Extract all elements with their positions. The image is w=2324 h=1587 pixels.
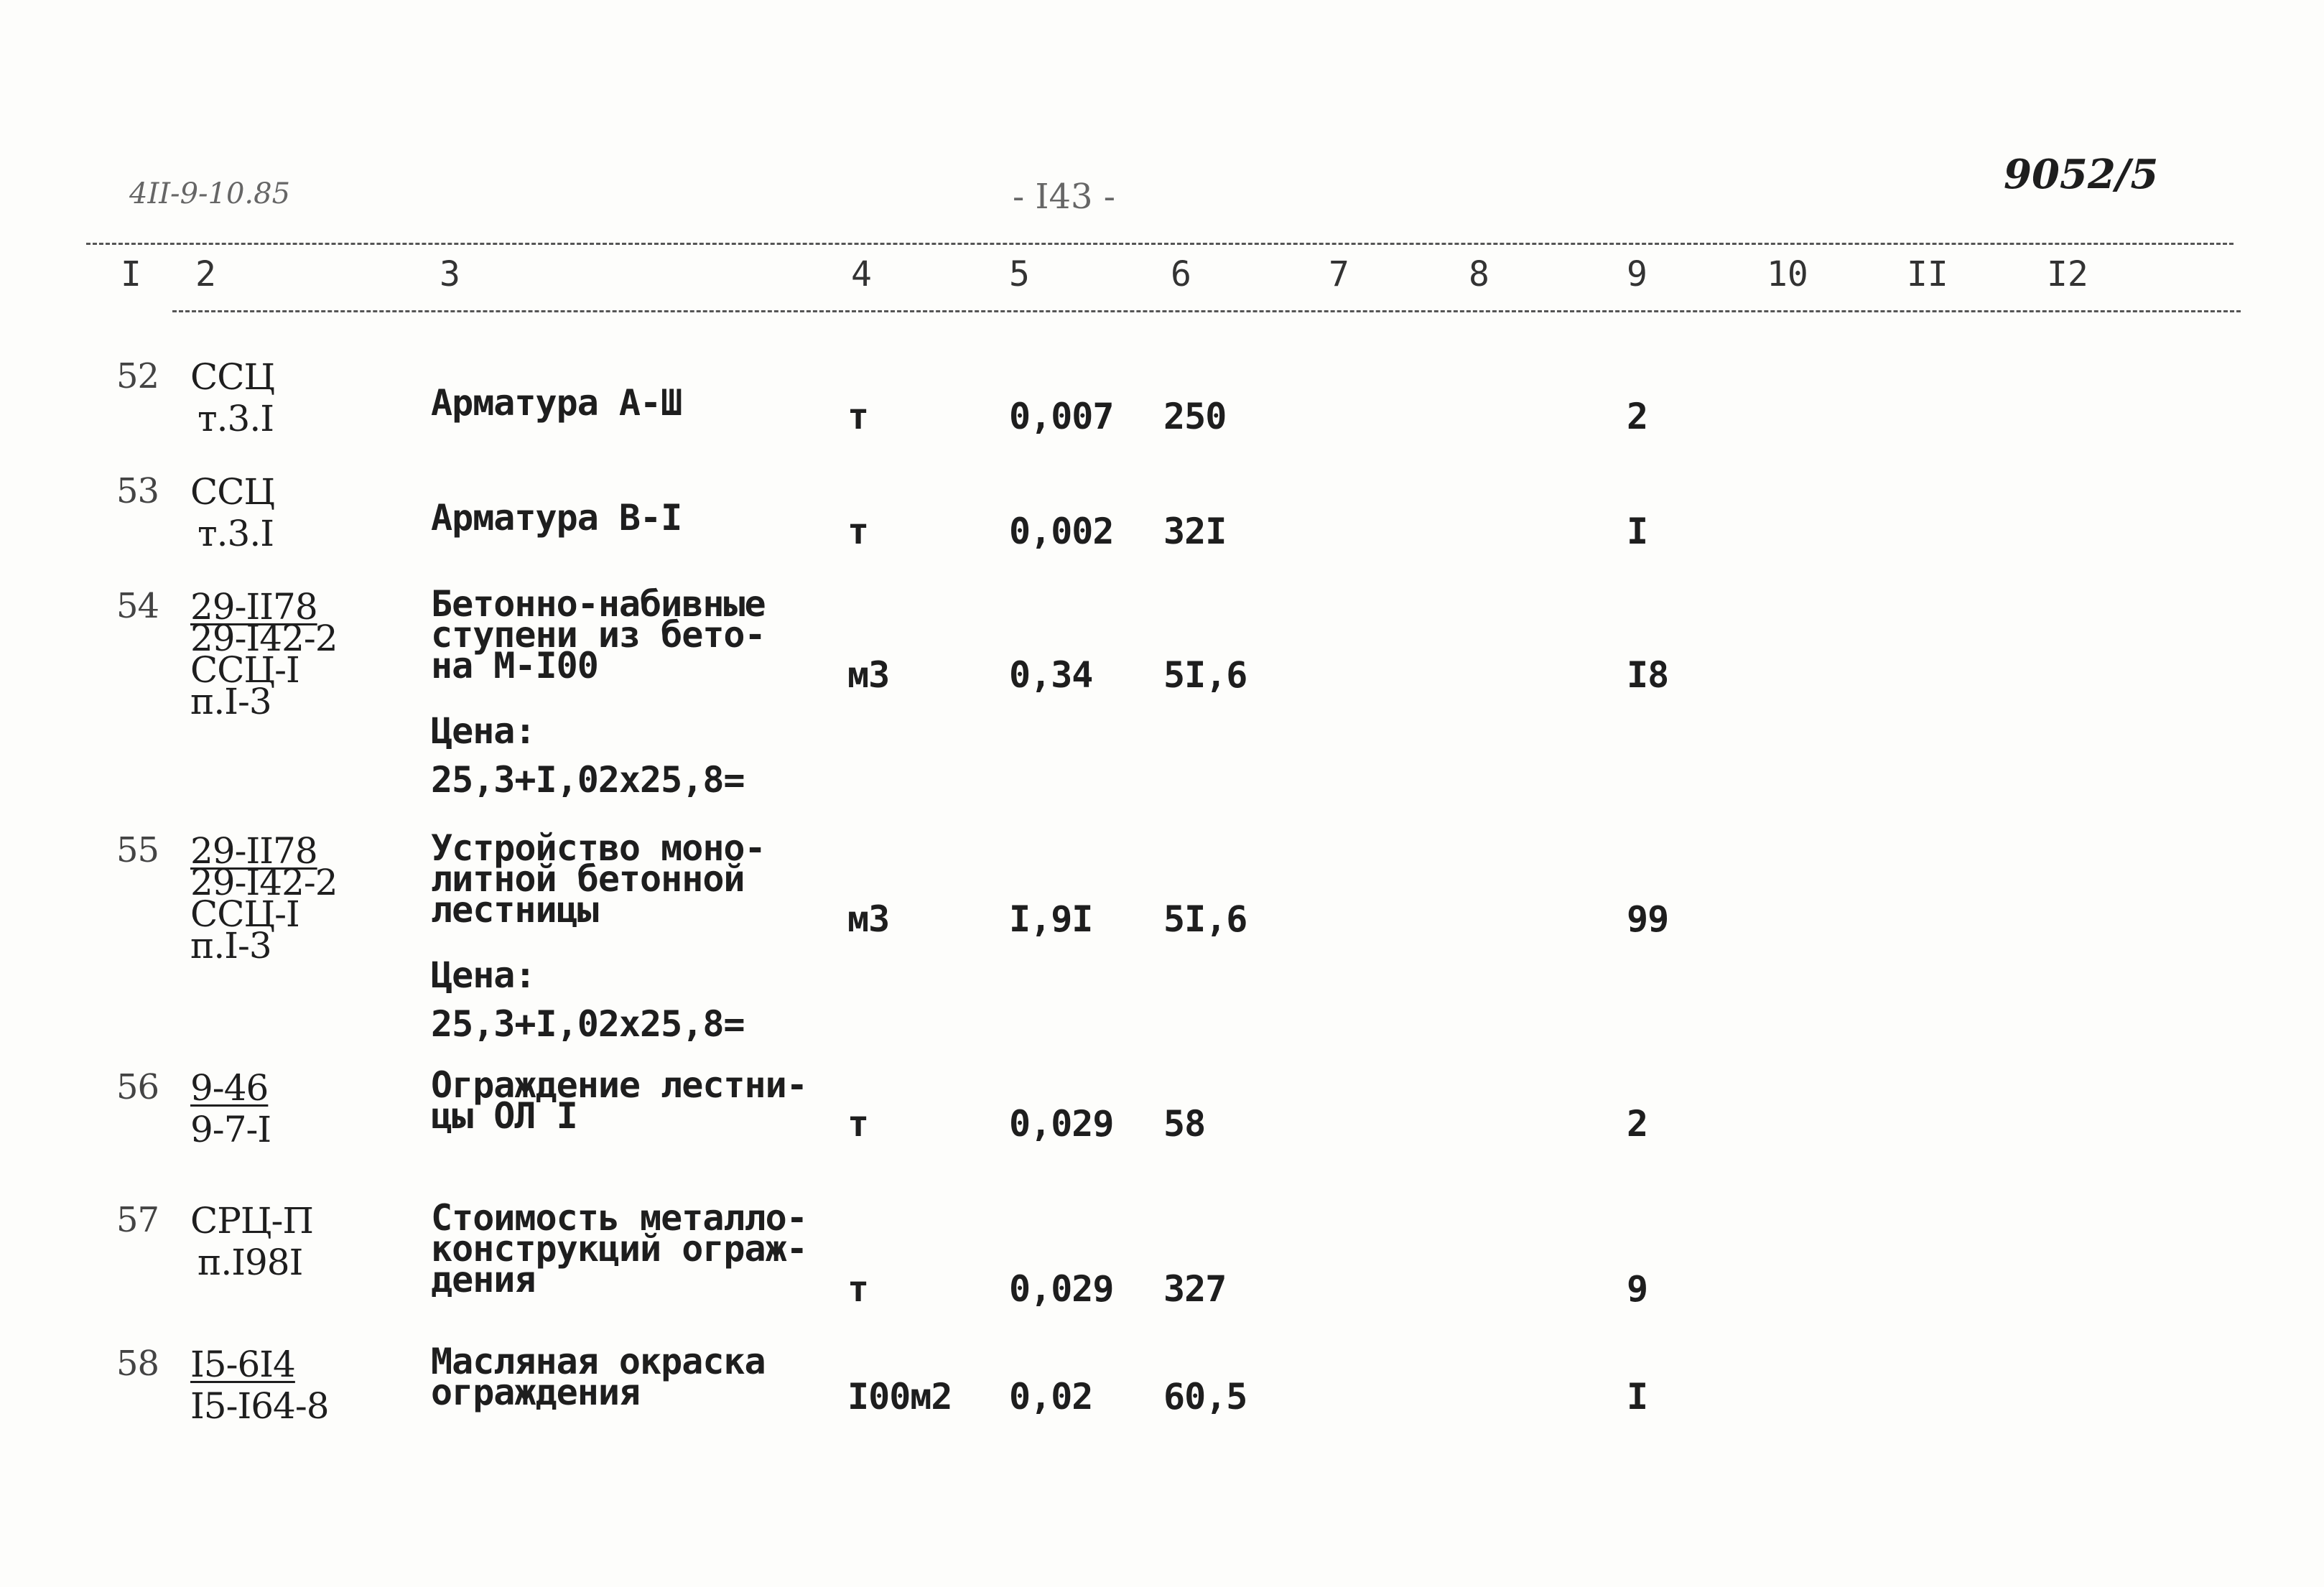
sheet-mark: 9052/5 bbox=[2004, 151, 2159, 198]
unit: I00м2 bbox=[847, 1376, 952, 1418]
unit: м3 bbox=[847, 898, 890, 940]
work-name: Бетонно-набивные ступени из бето- на М-I00 bbox=[431, 583, 766, 687]
norm-code: ССЦ bbox=[190, 471, 275, 513]
unit: м3 bbox=[847, 654, 890, 696]
quantity: I,9I bbox=[1009, 898, 1093, 940]
total-cost: I bbox=[1627, 1376, 1648, 1418]
column-header: 6 bbox=[1171, 254, 1191, 294]
unit-price: 5I,6 bbox=[1163, 898, 1247, 940]
norm-code: I5-I64-8 bbox=[190, 1385, 329, 1427]
row-number: 58 bbox=[116, 1344, 159, 1384]
norm-code: 29-II78 bbox=[190, 586, 317, 628]
work-name: Арматура В-I bbox=[431, 497, 682, 539]
unit-price: 5I,6 bbox=[1163, 654, 1247, 696]
norm-code: 29-I42-2 bbox=[190, 618, 338, 659]
column-header: 9 bbox=[1627, 254, 1647, 294]
header-bottom-rule bbox=[172, 310, 2241, 312]
quantity: 0,02 bbox=[1009, 1376, 1093, 1418]
row-number: 53 bbox=[116, 471, 159, 511]
column-header: 4 bbox=[851, 254, 872, 294]
unit-price: 250 bbox=[1163, 396, 1227, 437]
column-header: 10 bbox=[1767, 254, 1808, 294]
norm-code: ССЦ bbox=[190, 356, 275, 398]
unit: т bbox=[847, 1103, 869, 1145]
column-header: 8 bbox=[1469, 254, 1489, 294]
work-name: Масляная окраска ограждения bbox=[431, 1341, 766, 1413]
norm-code: 9-46 bbox=[190, 1067, 269, 1109]
unit-price: 327 bbox=[1163, 1268, 1227, 1310]
row-number: 55 bbox=[116, 830, 159, 870]
unit: т bbox=[847, 1268, 869, 1310]
total-cost: 2 bbox=[1627, 1103, 1648, 1145]
header-top-rule bbox=[86, 243, 2234, 245]
work-name: Арматура А-Ш bbox=[431, 382, 682, 424]
column-header: I bbox=[121, 254, 141, 294]
row-number: 52 bbox=[116, 356, 159, 396]
column-header: II bbox=[1907, 254, 1948, 294]
page-number: - I43 - bbox=[1013, 177, 1115, 217]
document-code: 4II-9-10.85 bbox=[129, 177, 291, 210]
norm-code: т.3.I bbox=[197, 398, 274, 439]
norm-code: ССЦ-I bbox=[190, 893, 299, 935]
unit: т bbox=[847, 396, 869, 437]
price-note: Цена: 25,3+I,02х25,8= bbox=[431, 954, 745, 1045]
total-cost: I8 bbox=[1627, 654, 1669, 696]
norm-code: п.I-3 bbox=[190, 681, 271, 722]
quantity: 0,029 bbox=[1009, 1103, 1114, 1145]
quantity: 0,002 bbox=[1009, 511, 1114, 552]
row-number: 54 bbox=[116, 586, 159, 626]
norm-code: СРЦ-П bbox=[190, 1200, 314, 1242]
total-cost: I bbox=[1627, 511, 1648, 552]
unit-price: 60,5 bbox=[1163, 1376, 1247, 1418]
norm-code: 9-7-I bbox=[190, 1109, 271, 1150]
work-name: Ограждение лестни- цы ОЛ I bbox=[431, 1064, 807, 1137]
unit: т bbox=[847, 511, 869, 552]
norm-code: п.I-3 bbox=[190, 925, 271, 967]
norm-code: 29-II78 bbox=[190, 830, 317, 872]
row-number: 56 bbox=[116, 1067, 159, 1107]
quantity: 0,34 bbox=[1009, 654, 1093, 696]
column-header: 3 bbox=[440, 254, 460, 294]
row-number: 57 bbox=[116, 1200, 159, 1240]
quantity: 0,007 bbox=[1009, 396, 1114, 437]
norm-code: 29-I42-2 bbox=[190, 862, 338, 903]
total-cost: 9 bbox=[1627, 1268, 1648, 1310]
column-header: 7 bbox=[1329, 254, 1349, 294]
unit-price: 32I bbox=[1163, 511, 1227, 552]
norm-code: п.I98I bbox=[197, 1242, 303, 1283]
column-header: I2 bbox=[2047, 254, 2088, 294]
norm-code: I5-6I4 bbox=[190, 1344, 295, 1385]
price-note: Цена: 25,3+I,02х25,8= bbox=[431, 710, 745, 801]
total-cost: 99 bbox=[1627, 898, 1669, 940]
norm-code: ССЦ-I bbox=[190, 649, 299, 691]
total-cost: 2 bbox=[1627, 396, 1648, 437]
norm-code: т.3.I bbox=[197, 513, 274, 554]
unit-price: 58 bbox=[1163, 1103, 1206, 1145]
column-header: 5 bbox=[1009, 254, 1030, 294]
column-header: 2 bbox=[195, 254, 216, 294]
quantity: 0,029 bbox=[1009, 1268, 1114, 1310]
work-name: Стоимость металло- конструкций ограж- дения bbox=[431, 1197, 807, 1300]
work-name: Устройство моно- литной бетонной лестницы bbox=[431, 827, 766, 931]
